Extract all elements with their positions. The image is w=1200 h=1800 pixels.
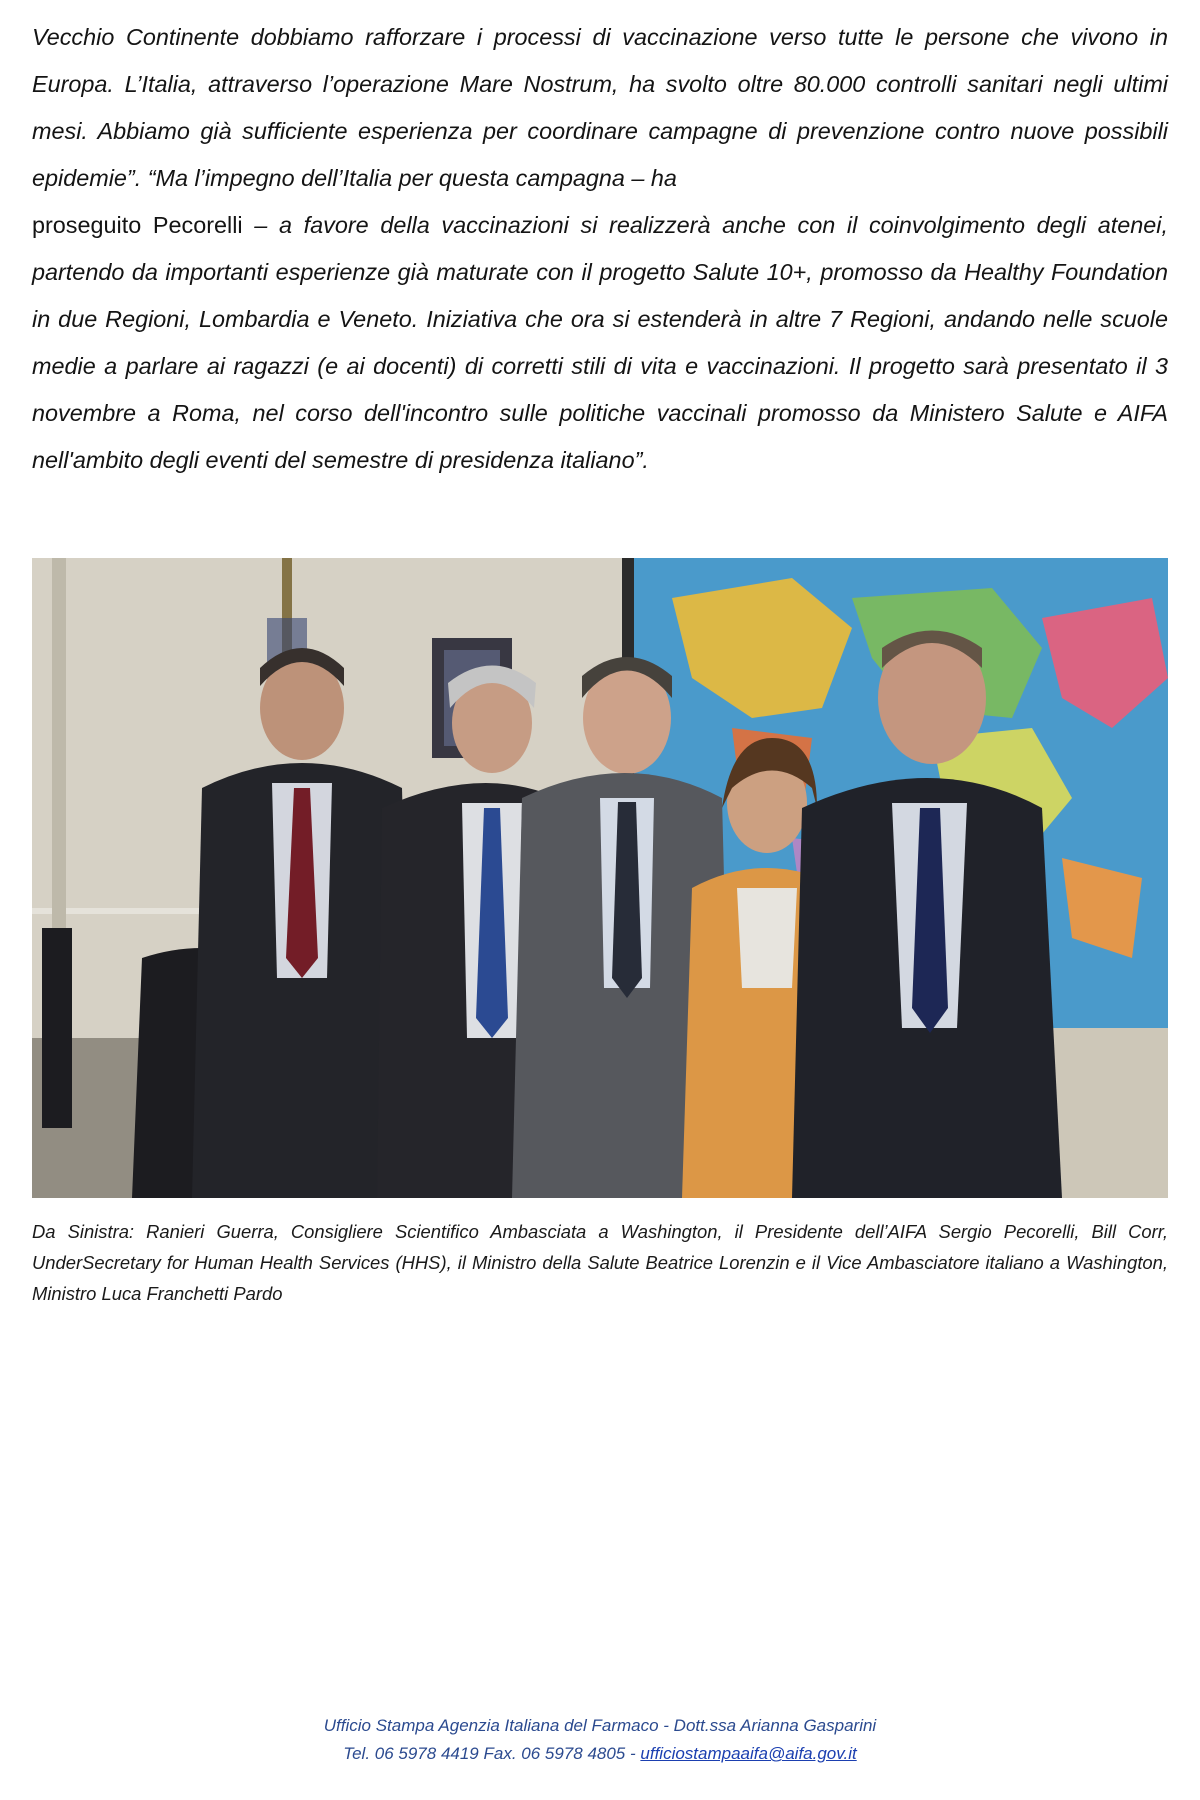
- article-body: [32, 14, 1168, 484]
- footer-phone-fax: Tel. 06 5978 4419 Fax. 06 5978 4805 -: [343, 1744, 636, 1763]
- group-photo: [32, 558, 1168, 1198]
- article-text-part-3: – a favore della vaccinazioni si realizzerà anche con il coinvolgimento degli atenei, partendo da importanti esperienze già maturate con il progetto Salute 10+, promosso da Healthy Foundation in due Regioni, Lombardia e Veneto. Iniziativa che ora si estenderà in altre 7 Regioni, andando nelle scuole medie a parlare ai ragazzi (e ai docenti) di corretti stili di vita e vaccinazioni. Il progetto sarà presentato il 3 novembre a Roma, nel corso dell'incontro sulle politiche vaccinali promosso da Ministero Salute e AIFA nell'ambito degli eventi del semestre di presidenza italiano”.: [32, 212, 1168, 473]
- footer-contact-line: [0, 1740, 1200, 1768]
- group-photo-illustration: [32, 558, 1168, 1198]
- photo-caption: Da Sinistra: Ranieri Guerra, Consigliere Scientifico Ambasciata a Washington, il Presidente dell’AIFA Sergio Pecorelli, Bill Corr, UnderSecretary for Human Health Services (HHS), il Ministro della Salute Beatrice Lorenzin e il Vice Ambasciatore italiano a Washington, Ministro Luca Franchetti Pardo: [32, 1221, 1168, 1304]
- footer-office-line: Ufficio Stampa Agenzia Italiana del Farmaco - Dott.ssa Arianna Gasparini: [323, 1716, 877, 1735]
- footer-email-link[interactable]: ufficiostampaaifa@aifa.gov.it: [640, 1744, 857, 1763]
- article-text-part-2: proseguito Pecorelli: [32, 212, 243, 238]
- article-text-part-1: Vecchio Continente dobbiamo rafforzare i processi di vaccinazione verso tutte le persone che vivono in Europa. L’Italia, attraverso l’operazione Mare Nostrum, ha svolto oltre 80.000 controlli sanitari negli ultimi mesi. Abbiamo già sufficiente esperienza per coordinare campagne di prevenzione contro nuove possibili epidemie”. “Ma l’impegno dell’Italia per questa campagna – ha: [32, 24, 1168, 191]
- press-office-footer: [0, 1712, 1200, 1768]
